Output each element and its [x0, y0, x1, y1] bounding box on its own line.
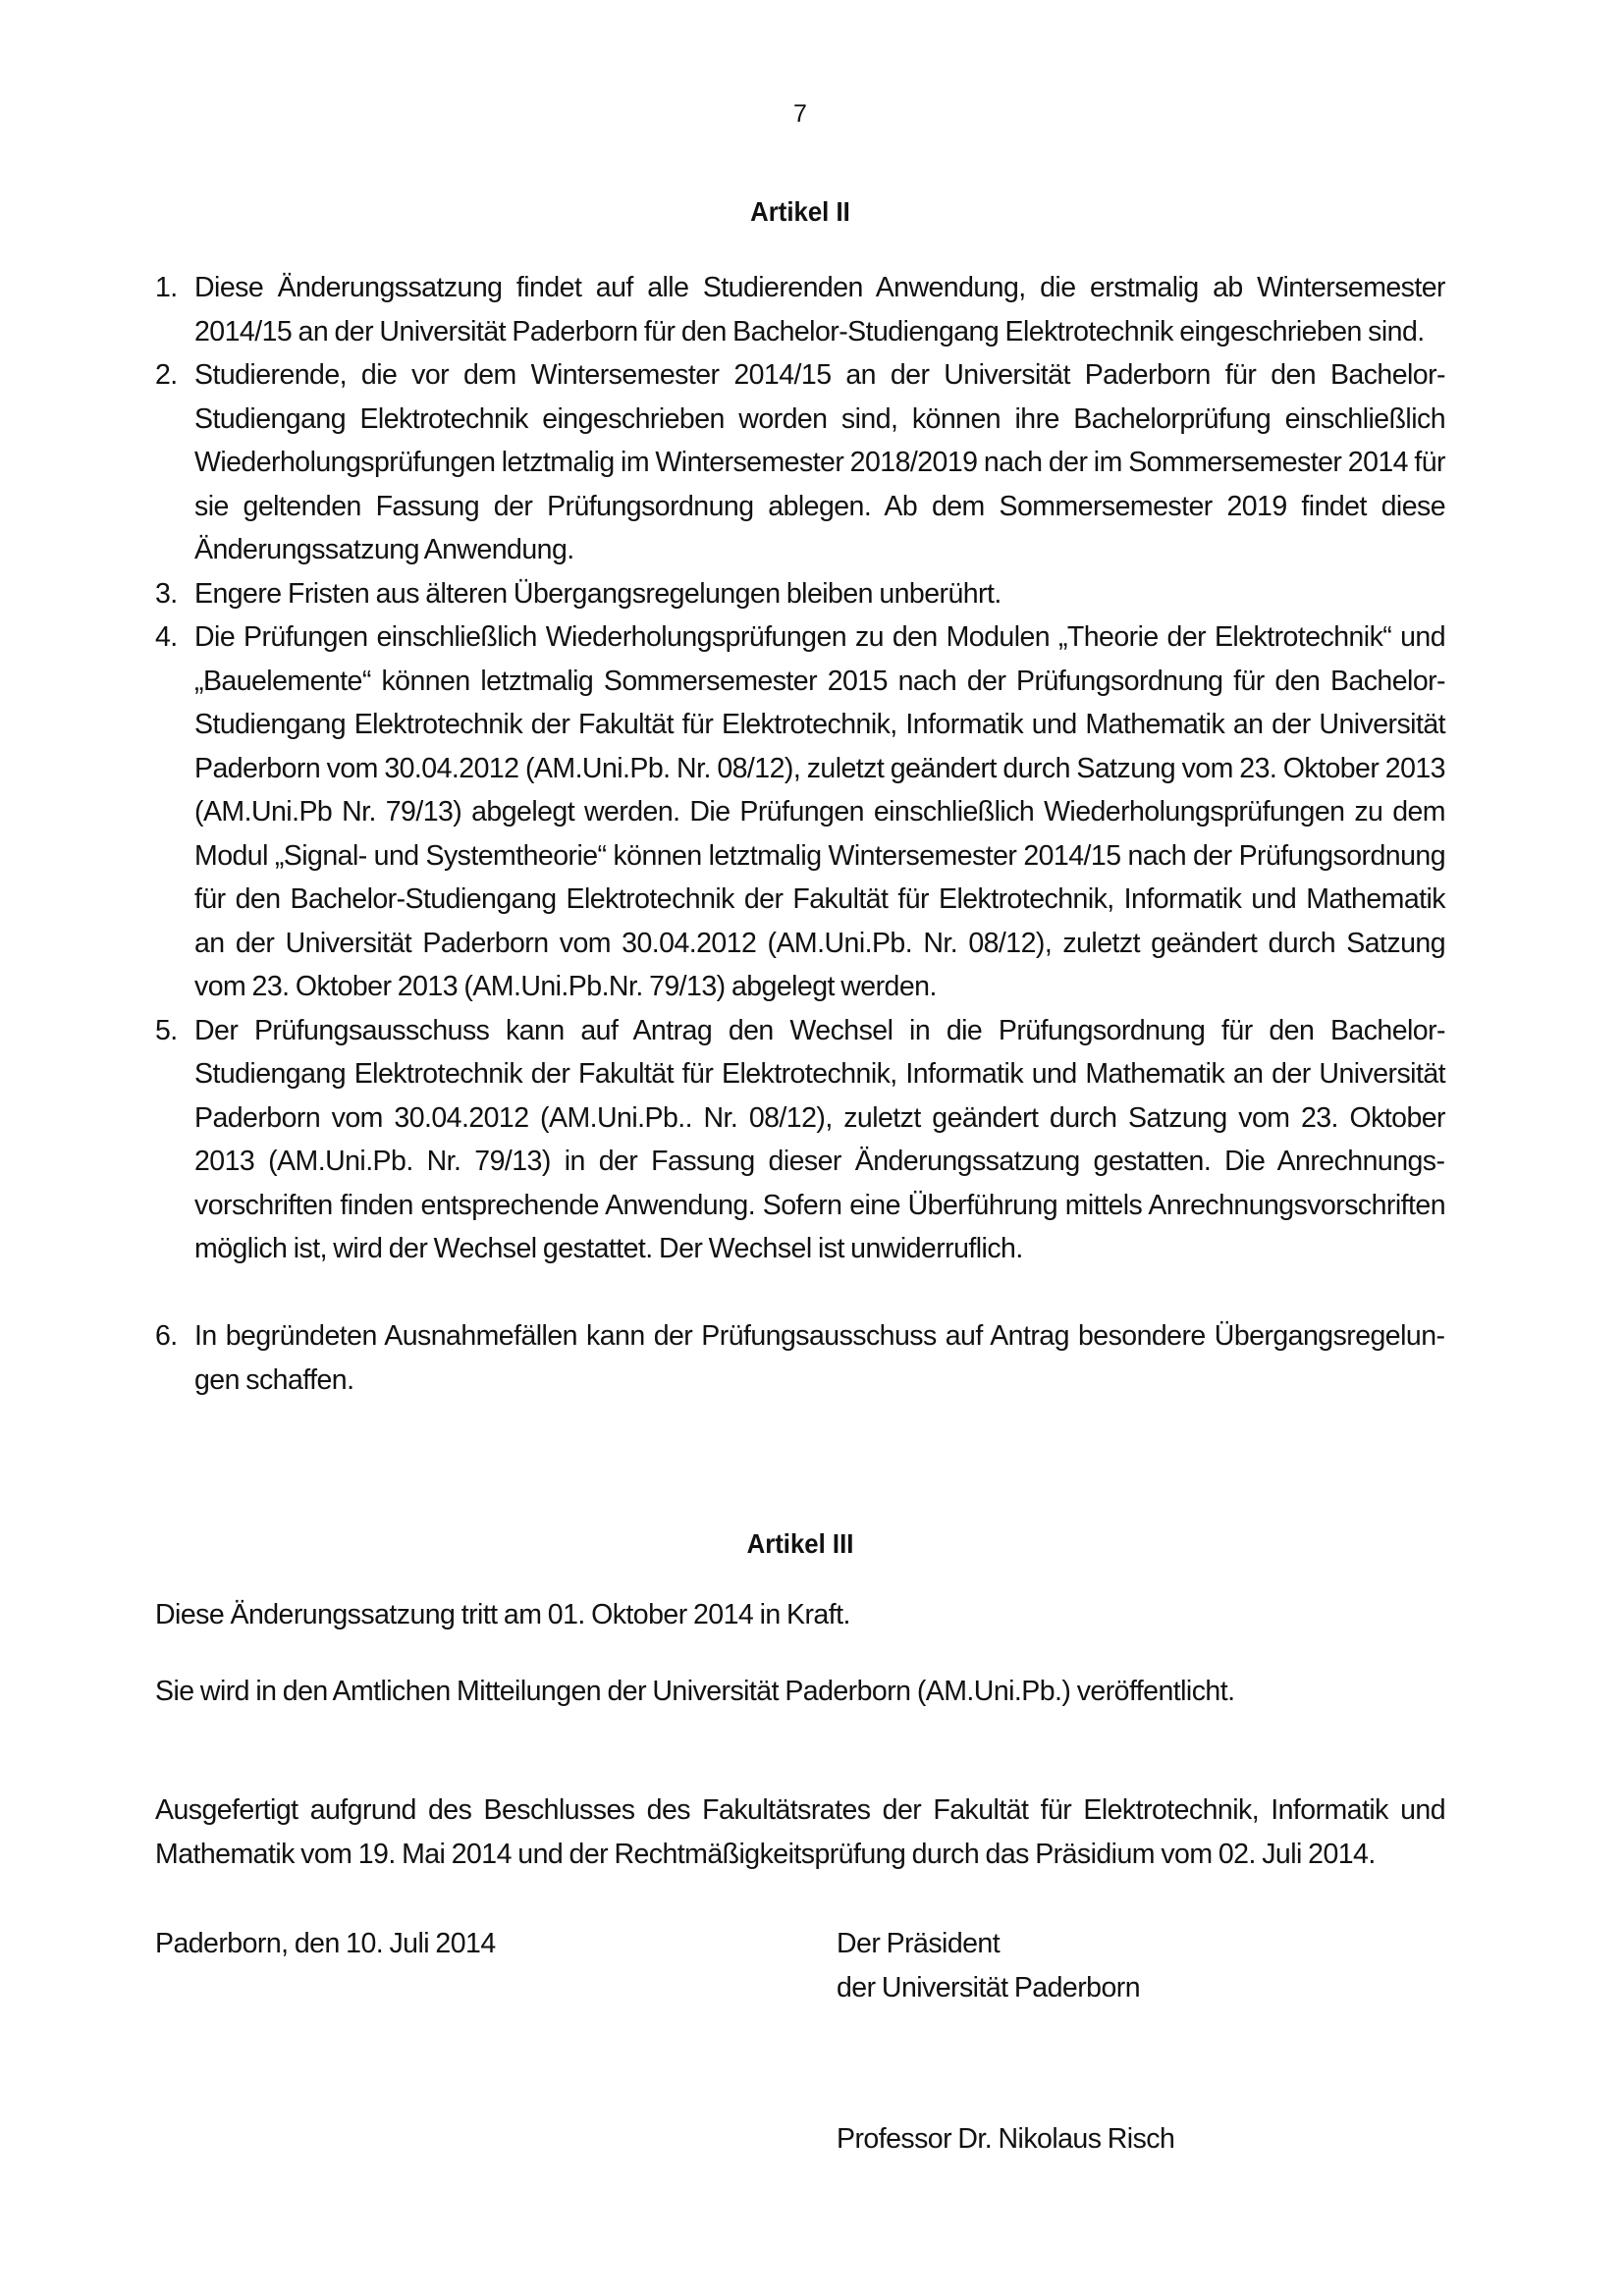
page-number: 7	[793, 100, 807, 128]
in-force-paragraph: Diese Änderungssatzung tritt am 01. Oktober 2014 in Kraft.	[155, 1599, 850, 1630]
list-item-number: 5.	[155, 1014, 178, 1046]
publication-paragraph: Sie wird in den Amtlichen Mitteilungen der Universität Paderborn (AM.Uni.Pb.) veröffentlicht.	[155, 1676, 1235, 1707]
signatory-role-line-1: Der Präsident	[837, 1928, 1001, 1959]
list-item-text: Der Prüfungsausschuss kann auf Antrag den Wechsel in die Prüfungsordnung für den Bachelor-Studiengang Elektrotechnik der Fakultät für Elektrotechnik, Informatik und Mathematik an der Universität Paderborn vom 30.04.2012 (AM.Uni.Pb.. Nr. 08/12), zuletzt geändert durch Satzung vom 23. Oktober 2013 (AM.Uni.Pb. Nr. 79/13) in der Fassung dieser Änderungssatzung gestatten. Die Anrechnungsvorschriften finden entsprechende Anwendung. Sofern eine Überführung mittels Anrechnungsvorschriften möglich ist, wird der Wechsel gestattet. Der Wechsel ist unwiderruflich.	[194, 1014, 1445, 1264]
list-item	[155, 1314, 1445, 1402]
signatory-role-line-2: der Universität Paderborn	[837, 1971, 1140, 2003]
list-item	[155, 1009, 1445, 1271]
list-item-number: 2.	[155, 359, 178, 391]
article-2-list	[155, 266, 1445, 1402]
list-item-text: Studierende, die vor dem Wintersemester 2014/15 an der Universität Paderborn für den Bachelor-Studiengang Elektrotechnik eingeschrieben worden sind, können ihre Bachelorprüfung einschließlich Wiederholungsprüfungen letztmalig im Wintersemester 2018/2019 nach der im Sommersemester 2014 für sie geltenden Fassung der Prüfungsordnung ablegen. Ab dem Sommersemester 2019 findet diese Änderungssatzung Anwendung.	[194, 359, 1445, 565]
list-item-number: 6.	[155, 1320, 178, 1352]
list-item	[155, 266, 1445, 353]
list-item-text: Engere Fristen aus älteren Übergangsregelungen bleiben unberührt.	[194, 577, 1001, 610]
list-item-number: 1.	[155, 272, 178, 303]
list-item-text: Diese Änderungssatzung findet auf alle Studierenden Anwendung, die erstmalig ab Wintersemester 2014/15 an der Universität Paderborn für den Bachelor-Studiengang Elektrotechnik eingeschrieben sind.	[194, 272, 1445, 347]
list-item-text: Die Prüfungen einschließlich Wiederholungsprüfungen zu den Modulen „Theorie der Elektrotechnik“ und „Bauelemente“ können letztmalig Sommersemester 2015 nach der Prüfungsordnung für den Bachelor-Studiengang Elektrotechnik der Fakultät für Elektrotechnik, Informatik und Mathematik an der Universität Paderborn vom 30.04.2012 (AM.Uni.Pb. Nr. 08/12), zuletzt geändert durch Satzung vom 23. Oktober 2013 (AM.Uni.Pb Nr. 79/13) abgelegt werden. Die Prüfungen einschließlich Wiederholungsprüfungen zu dem Modul „Signal- und Systemtheorie“ können letztmalig Wintersemester 2014/15 nach der Prüfungsordnung für den Bachelor-Studiengang Elektrotechnik der Fakultät für Elektrotechnik, Informatik und Mathematik an der Universität Paderborn vom 30.04.2012 (AM.Uni.Pb. Nr. 08/12), zuletzt geändert durch Satzung vom 23. Oktober 2013 (AM.Uni.Pb.Nr. 79/13) abgelegt werden.	[194, 621, 1445, 1002]
list-item-number: 3.	[155, 577, 178, 610]
list-item	[155, 353, 1445, 572]
place-date: Paderborn, den 10. Juli 2014	[155, 1928, 496, 1959]
signer-name: Professor Dr. Nikolaus Risch	[837, 2123, 1175, 2155]
list-item-text: In begründeten Ausnahmefällen kann der Prüfungsausschuss auf Antrag besondere Übergangsregelungen schaffen.	[194, 1320, 1445, 1396]
list-item	[155, 615, 1445, 1009]
list-item	[155, 572, 1445, 616]
signatory-role	[837, 1922, 1140, 2009]
article-2-heading: Artikel II	[750, 196, 850, 227]
list-item-number: 4.	[155, 621, 178, 653]
article-3-heading: Artikel III	[746, 1528, 854, 1559]
executed-paragraph: Ausgefertigt aufgrund des Beschlusses des Fakultätsrates der Fakultät für Elektrotechnik, Informatik und Mathematik vom 19. Mai 2014 und der Rechtmäßigkeitsprüfung durch das Präsidium vom 02. Juli 2014.	[155, 1794, 1445, 1870]
